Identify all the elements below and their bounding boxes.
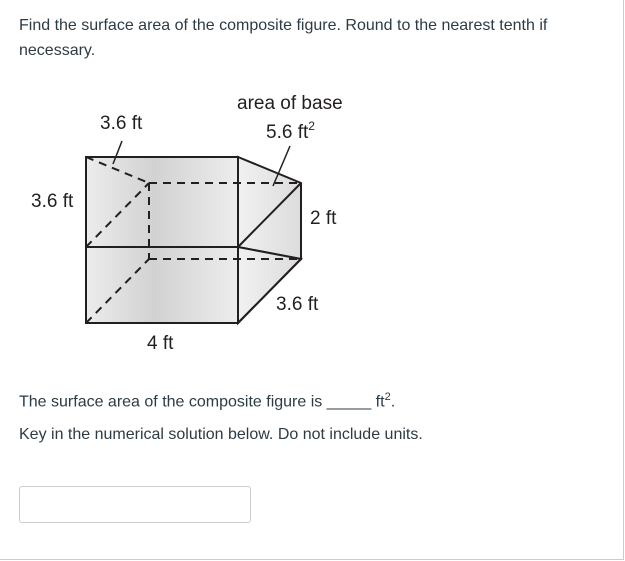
- depth-label: 3.6 ft: [276, 294, 319, 315]
- answer-unit-exponent: 2: [384, 391, 391, 403]
- bottom-length-label: 4 ft: [147, 333, 174, 354]
- answer-sentence-end: .: [390, 393, 396, 411]
- right-side-upper-face: [238, 157, 301, 259]
- prism-solid: [86, 141, 301, 323]
- front-upper-face: [86, 157, 238, 247]
- right-edge-label: 2 ft: [310, 208, 337, 229]
- base-area-value-label: 5.6 $ft^2$: [266, 119, 315, 143]
- front-lower-face: [86, 247, 238, 323]
- answer-unit: ft: [371, 393, 385, 411]
- question-prompt: Find the surface area of the composite figure. Round to the nearest tenth if necessary.: [19, 17, 548, 59]
- answer-sentence-text: The surface area of the composite figure is: [19, 393, 327, 411]
- top-width-label: 3.6 ft: [100, 113, 143, 134]
- answer-input[interactable]: [19, 486, 251, 523]
- answer-sentence: [19, 386, 395, 413]
- answer-blank: _____: [326, 393, 372, 411]
- instruction-text: Key in the numerical solution below. Do not include units.: [19, 426, 423, 443]
- left-height-label: 3.6 ft: [31, 191, 74, 212]
- area-of-base-label: area of base: [237, 93, 343, 114]
